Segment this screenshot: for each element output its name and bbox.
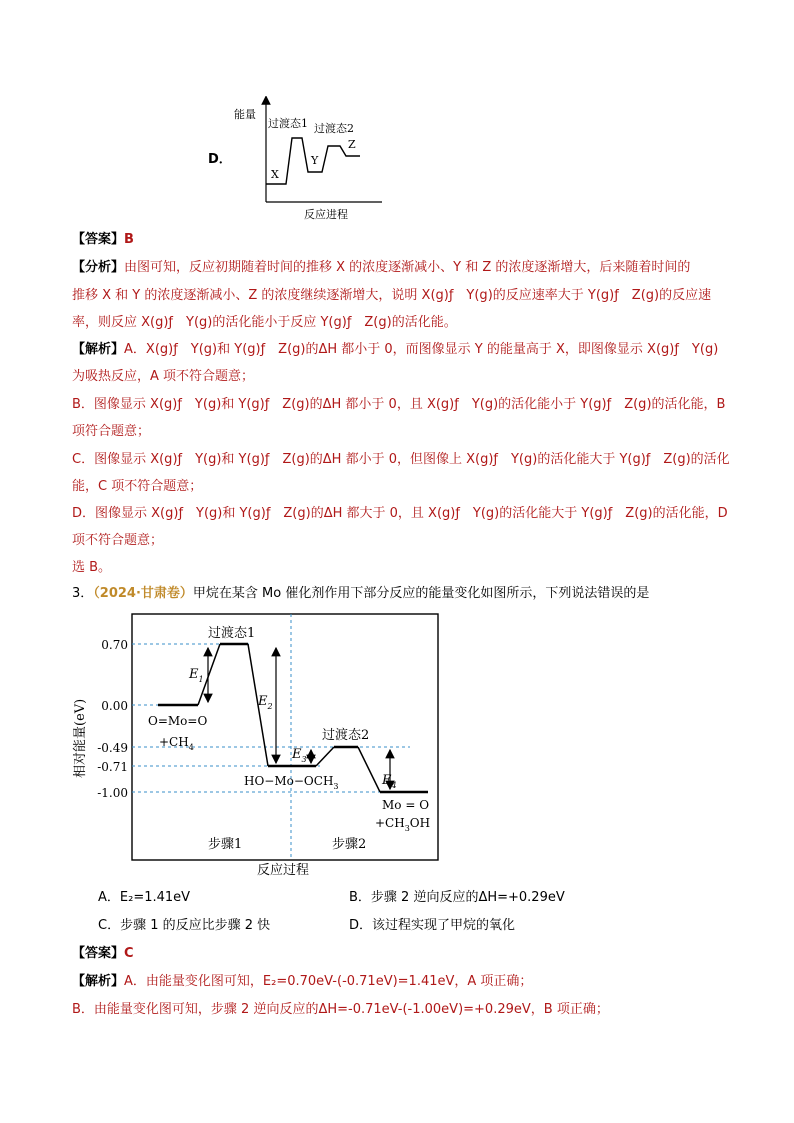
q2-explain-line-2: 为吸热反应，A 项不符合题意； (72, 369, 255, 384)
explain-tag: 【解析】 (72, 974, 125, 989)
ytick-0.70: 0.70 (101, 638, 128, 652)
step2-label: 步骤2 (332, 837, 367, 852)
q3-explain-line-1 (72, 972, 532, 992)
ts2-label: 过渡态2 (322, 728, 370, 743)
rise-to-ts2 (316, 747, 334, 766)
q2-explain-line-6: 能，C 项不符合题意； (72, 479, 203, 494)
option-d-xlabel: 反应进程 (304, 208, 348, 221)
explain-tag: 【解析】 (72, 342, 125, 357)
option-d-y: Y (311, 154, 319, 167)
product-label-1: Mo = O (382, 798, 430, 812)
e4-label: $E_4$ (382, 773, 397, 790)
q3-explain-line-2: B．由能量变化图可知，步骤 2 逆向反应的ΔH=-0.71eV-(-1.00eV)=+0.29eV，B 项正确； (72, 1002, 609, 1017)
e3-label: $E_3$ (292, 747, 307, 764)
answer-value: C (124, 946, 134, 961)
q2-explain-line-5: C．图像显示 X(g)ƒ Y(g)和 Y(g)ƒ Z(g)的ΔH 都小于 0，但图像上 X(g)ƒ Y(g)的活化能大于 Y(g)ƒ Z(g)的活化 (72, 452, 730, 467)
intermediate-label: $HO-Mo-OCH_3$ (244, 774, 339, 791)
q2-explain-line-9: 选 B。 (72, 560, 112, 575)
option-a[interactable]: A．E₂=1.41eV (98, 890, 191, 905)
ytick--0.49: -0.49 (97, 741, 128, 755)
y-axis-label: 相对能量(eV) (73, 698, 88, 778)
q2-explain-line-7: D．图像显示 X(g)ƒ Y(g)和 Y(g)ƒ Z(g)的ΔH 都大于 0，且 X(g)ƒ Y(g)的活化能大于 Y(g)ƒ Z(g)的活化能，D (72, 506, 728, 521)
q2-explain-line-3: B．图像显示 X(g)ƒ Y(g)和 Y(g)ƒ Z(g)的ΔH 都小于 0，且 X(g)ƒ Y(g)的活化能小于 Y(g)ƒ Z(g)的活化能，B (72, 397, 726, 412)
option-d-x: X (271, 168, 279, 181)
explain-text: A．由能量变化图可知，E₂=0.70eV-(-0.71eV)=1.41eV，A 项正确； (124, 974, 533, 989)
option-d-label: D． (208, 152, 232, 167)
option-d-ylabel: 能量 (234, 108, 256, 121)
product-label-2: $+CH_3OH$ (375, 816, 431, 833)
q3-stem (72, 584, 649, 604)
reactant-label-1: O=Mo=O (148, 714, 208, 728)
q3-energy-figure (70, 606, 490, 878)
answer-value: B (124, 232, 134, 247)
option-c[interactable]: C．步骤 1 的反应比步骤 2 快 (98, 918, 271, 933)
q2-analysis-line-1 (72, 258, 690, 278)
q3-answer-line (72, 944, 134, 964)
explain-text: A．X(g)ƒ Y(g)和 Y(g)ƒ Z(g)的ΔH 都小于 0，而图像显示 Y 的能量高于 X，即图像显示 X(g)ƒ Y(g) (124, 342, 719, 357)
ytick--0.71: -0.71 (97, 760, 128, 774)
ytick-0.00: 0.00 (101, 699, 128, 713)
ytick--1.00: -1.00 (97, 786, 128, 800)
analysis-tag: 【分析】 (72, 260, 125, 275)
e1-label: $E_1$ (189, 667, 204, 684)
option-d-energy-diagram (232, 96, 392, 226)
option-b[interactable]: B．步骤 2 逆向反应的ΔH=+0.29eV (349, 890, 565, 905)
q2-explain-line-8: 项不符合题意； (72, 533, 164, 548)
question-number: 3． (72, 586, 94, 601)
q2-analysis-line-2: 推移 X 和 Y 的浓度逐渐减小、Z 的浓度继续逐渐增大，说明 X(g)ƒ Y(g)的反应速率大于 Y(g)ƒ Z(g)的反应速 (72, 288, 712, 303)
q2-explain-line-4: 项符合题意； (72, 424, 151, 439)
answer-tag: 【答案】 (72, 232, 125, 247)
analysis-text: 由图可知，反应初期随着时间的推移 X 的浓度逐渐减小、Y 和 Z 的浓度逐渐增大，后来随着时间的 (124, 260, 691, 275)
x-axis-label: 反应过程 (257, 863, 310, 878)
ts1-label: 过渡态1 (208, 626, 256, 641)
q2-answer-line (72, 230, 134, 250)
question-source: （2024·甘肃卷） (93, 586, 193, 601)
fall-to-product (358, 747, 380, 792)
q2-analysis-line-3: 率，则反应 X(g)ƒ Y(g)的活化能小于反应 Y(g)ƒ Z(g)的活化能。 (72, 315, 457, 330)
answer-tag: 【答案】 (72, 946, 125, 961)
option-d-z: Z (348, 138, 356, 151)
e2-label: $E_2$ (258, 694, 273, 711)
option-d[interactable]: D．该过程实现了甲烷的氧化 (349, 918, 516, 933)
option-d-ts1: 过渡态1 (268, 117, 308, 130)
option-d-ts2: 过渡态2 (314, 122, 354, 135)
q2-explain-line-1 (72, 340, 718, 360)
question-stem: 甲烷在某含 Mo 催化剂作用下部分反应的能量变化如图所示，下列说法错误的是 (192, 586, 650, 601)
reactant-label-2: $+CH_4$ (159, 735, 194, 752)
step1-label: 步骤1 (208, 837, 243, 852)
